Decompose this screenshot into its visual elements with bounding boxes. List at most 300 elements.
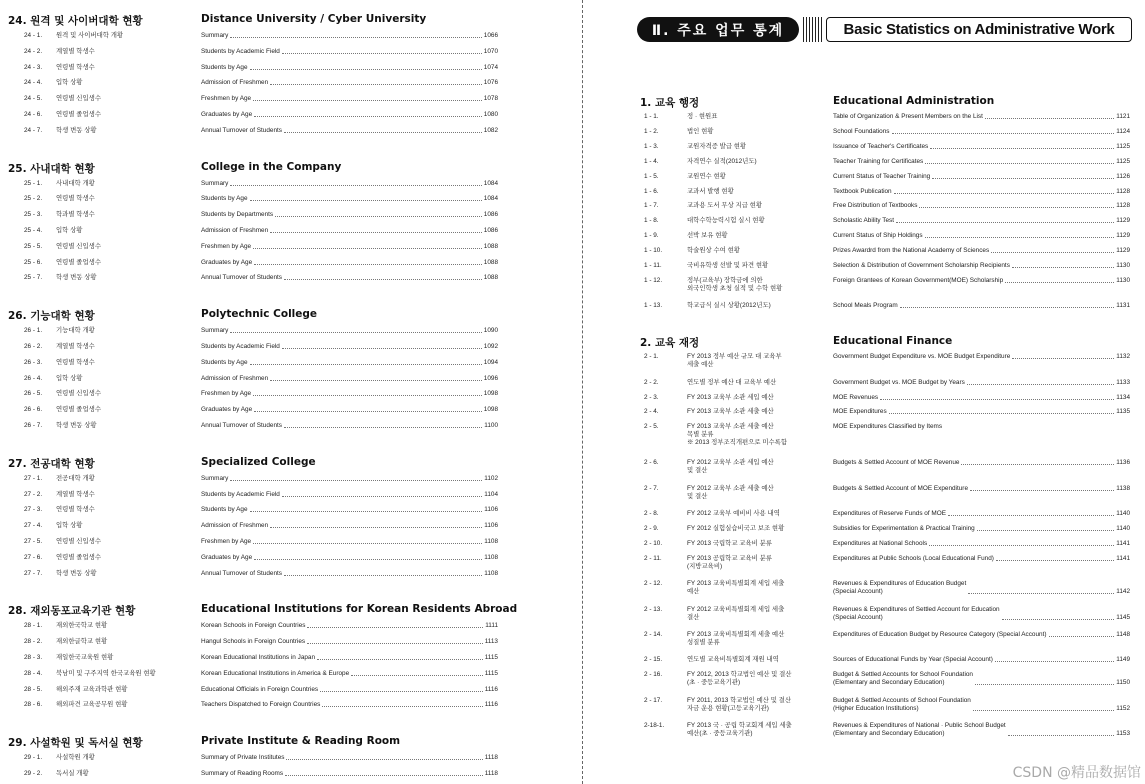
entry-title-english-line xyxy=(201,390,498,398)
entry-title-korean: 연령별 신입생수 xyxy=(56,538,101,545)
toc-entry[interactable] xyxy=(588,394,1145,404)
entry-number: 27 - 5. xyxy=(24,538,43,545)
leader-dots xyxy=(270,227,482,233)
entry-title-english-line xyxy=(833,158,1130,166)
entry-title-english: Foreign Grantees of Korean Government(MOE) Scholarship xyxy=(833,276,1004,284)
entry-page-number: 1088 xyxy=(483,274,498,282)
entry-number: 2 - 16. xyxy=(644,671,663,679)
toc-entry[interactable] xyxy=(0,274,580,284)
entry-number: 24 - 1. xyxy=(24,32,43,39)
toc-entry[interactable] xyxy=(588,540,1145,550)
entry-title-english-line xyxy=(833,353,1130,361)
entry-number: 24 - 2. xyxy=(24,47,43,55)
section-title-korean: 2. 교육 재정 xyxy=(640,337,700,350)
entry-page-number: 1108 xyxy=(484,538,498,545)
toc-entry[interactable] xyxy=(588,113,1145,123)
leader-dots xyxy=(967,379,1114,385)
entry-title-english-line xyxy=(201,64,498,72)
leader-dots xyxy=(1008,730,1115,736)
entry-title-english-line xyxy=(201,195,498,203)
toc-entry[interactable] xyxy=(588,379,1145,389)
toc-entry[interactable] xyxy=(588,188,1145,198)
entry-title-korean: FY 2012 교육부 소관 세입 예산 및 결산 xyxy=(687,459,774,475)
chapter-title-korean: Ⅱ. 주요 업무 통계 xyxy=(637,17,799,42)
entry-page-number: 1106 xyxy=(484,506,498,514)
entry-page-number: 1078 xyxy=(483,95,498,103)
entry-title-english: Budget & Settled Accounts for School Foundation (Elementary and Secondary Education) xyxy=(833,671,973,687)
entry-title-english: Educational Officials in Foreign Countries xyxy=(201,685,319,693)
entry-title-english: Students by Age xyxy=(201,358,248,366)
section-title-korean: 27. 전공대학 현황 xyxy=(8,457,95,470)
toc-entry[interactable] xyxy=(588,555,1145,573)
entry-title-english-line xyxy=(201,506,498,514)
entry-page-number: 1135 xyxy=(1116,408,1130,416)
toc-entry[interactable] xyxy=(0,227,580,237)
entry-title-english-line xyxy=(833,188,1130,196)
entry-title-english: Summary xyxy=(201,32,229,39)
entry-title-english-line xyxy=(833,606,1130,622)
leader-dots xyxy=(973,705,1114,711)
entry-number: 25 - 7. xyxy=(24,274,43,282)
entry-title-english: Admission of Freshmen xyxy=(201,79,269,87)
leader-dots xyxy=(930,143,1114,149)
entry-title-korean: 학생 변동 상황 xyxy=(56,569,97,577)
toc-entry[interactable] xyxy=(0,554,580,564)
leader-dots xyxy=(1002,614,1115,620)
entry-title-english: Revenues & Expenditures of Settled Account for Education (Special Account) xyxy=(833,605,1000,621)
entry-title-english: Freshmen by Age xyxy=(201,538,252,545)
entry-number: 2 - 8. xyxy=(644,510,659,517)
entry-page-number: 1082 xyxy=(483,126,498,134)
leader-dots xyxy=(925,158,1114,164)
section-heading xyxy=(8,308,548,323)
entry-title-korean: 재외한글학교 현황 xyxy=(56,638,108,646)
entry-title-korean: 원격 및 사이버대학 개황 xyxy=(56,32,124,39)
toc-entry[interactable] xyxy=(588,656,1145,666)
entry-page-number: 1125 xyxy=(1116,157,1130,165)
leader-dots xyxy=(1012,353,1114,359)
toc-entry[interactable] xyxy=(0,180,580,190)
entry-title-english-line xyxy=(833,656,1130,664)
entry-number: 2-18-1. xyxy=(644,722,665,729)
section-heading xyxy=(8,161,548,176)
leader-dots xyxy=(991,247,1114,253)
entry-number: 29 - 2. xyxy=(24,770,43,777)
leader-dots xyxy=(254,111,482,117)
entry-number: 28 - 6. xyxy=(24,701,43,709)
entry-number: 2 - 4. xyxy=(644,408,659,416)
entry-title-english-line xyxy=(833,113,1130,121)
entry-title-english-line xyxy=(201,754,498,762)
toc-entry[interactable] xyxy=(588,143,1145,153)
entry-title-korean: 학생 변동 상황 xyxy=(56,126,97,134)
entry-title-english-line xyxy=(833,202,1130,210)
toc-entry[interactable] xyxy=(0,211,580,221)
toc-entry[interactable] xyxy=(588,262,1145,272)
toc-entry[interactable] xyxy=(0,686,580,696)
entry-number: 1 - 11. xyxy=(644,262,662,269)
entry-title-korean: 기능대학 개황 xyxy=(56,327,95,335)
toc-entry[interactable] xyxy=(588,722,1145,740)
entry-page-number: 1140 xyxy=(1116,524,1130,532)
leader-dots xyxy=(253,390,482,396)
toc-entry[interactable] xyxy=(588,202,1145,212)
toc-entry[interactable] xyxy=(0,48,580,58)
entry-title-english-line xyxy=(201,701,498,709)
toc-entry[interactable] xyxy=(0,79,580,89)
entry-title-english: Hangul Schools in Foreign Countries xyxy=(201,638,306,646)
entry-title-english: Freshmen by Age xyxy=(201,95,252,103)
entry-title-korean: 계열별 학생수 xyxy=(56,47,95,55)
leader-dots xyxy=(286,754,482,760)
leader-dots xyxy=(892,128,1115,134)
entry-page-number: 1111 xyxy=(485,622,498,630)
entry-title-korean: 연령별 신입생수 xyxy=(56,390,101,398)
entry-title-english: Annual Turnover of Students xyxy=(201,422,282,429)
section-title-english: Educational Institutions for Korean Residents Abroad xyxy=(201,603,518,616)
entry-title-english: Budgets & Settled Account of MOE Revenue xyxy=(833,459,960,467)
leader-dots xyxy=(230,327,481,333)
leader-dots xyxy=(894,188,1115,194)
entry-title-english-line xyxy=(201,375,498,383)
entry-title-english-line xyxy=(201,32,498,40)
entry-number: 25 - 4. xyxy=(24,227,43,234)
entry-page-number: 1129 xyxy=(1116,232,1130,240)
toc-entry[interactable] xyxy=(0,406,580,416)
entry-page-number: 1152 xyxy=(1116,704,1130,712)
entry-title-english-line xyxy=(201,259,498,267)
entry-title-korean: 입학 상황 xyxy=(56,227,83,234)
toc-entry[interactable] xyxy=(588,580,1145,598)
toc-entry[interactable] xyxy=(588,631,1145,649)
entry-title-korean: 국비유학생 선발 및 파견 현황 xyxy=(687,262,769,269)
leader-dots xyxy=(919,202,1114,208)
entry-title-english: Prizes Awardrd from the National Academy of Sciences xyxy=(833,247,990,255)
toc-entry[interactable] xyxy=(0,754,580,764)
toc-entry[interactable] xyxy=(0,475,580,485)
toc-entry[interactable] xyxy=(0,422,580,432)
toc-entry[interactable] xyxy=(0,770,580,780)
entry-number: 28 - 1. xyxy=(24,622,43,630)
entry-title-english-line xyxy=(833,580,1130,596)
entry-title-english-line xyxy=(201,670,498,678)
entry-number: 25 - 3. xyxy=(24,211,43,219)
entry-page-number: 1131 xyxy=(1116,302,1130,310)
entry-title-english-line xyxy=(201,327,498,335)
entry-page-number: 1153 xyxy=(1116,730,1130,737)
toc-entry[interactable] xyxy=(588,128,1145,138)
entry-title-korean: 재외한국학교 현황 xyxy=(56,622,108,630)
entry-title-korean: 사설학원 개황 xyxy=(56,754,95,762)
toc-entry[interactable] xyxy=(0,638,580,648)
entry-title-korean: 독서실 개황 xyxy=(56,770,89,777)
entry-title-korean: 입학 상황 xyxy=(56,374,83,382)
entry-title-english-line xyxy=(201,554,498,562)
leader-dots xyxy=(250,506,483,512)
entry-title-english: Students by Academic Field xyxy=(201,47,280,55)
toc-entry[interactable] xyxy=(0,343,580,353)
entry-title-english: Budget & Settled Accounts of School Foundation (Higher Education Institutions) xyxy=(833,696,971,712)
entry-title-english: Annual Turnover of Students xyxy=(201,274,282,282)
toc-entry[interactable] xyxy=(0,327,580,337)
entry-title-english-line xyxy=(833,232,1130,240)
section-title-english: Private Institute & Reading Room xyxy=(201,735,401,748)
toc-entry[interactable] xyxy=(588,606,1145,624)
section-heading xyxy=(640,335,1145,350)
entry-title-korean: 교과서 발행 현황 xyxy=(687,187,734,195)
entry-page-number: 1070 xyxy=(483,47,498,55)
toc-entry[interactable] xyxy=(0,522,580,532)
entry-title-korean: FY 2012 교육비특별회계 세입 세출 결산 xyxy=(687,605,785,621)
entry-page-number: 1086 xyxy=(483,227,498,234)
entry-page-number: 1115 xyxy=(484,654,498,661)
entry-title-english-line xyxy=(833,262,1130,270)
leader-dots xyxy=(285,770,483,776)
entry-page-number: 1125 xyxy=(1116,142,1130,150)
leader-dots xyxy=(284,570,482,576)
entry-page-number: 1088 xyxy=(483,258,498,266)
entry-number: 24 - 3. xyxy=(24,63,43,71)
entry-title-korean: FY 2012, 2013 학교법인 예산 및 결산 (초 · 중등교육기관) xyxy=(687,671,792,687)
toc-entry[interactable] xyxy=(0,375,580,385)
entry-page-number: 1150 xyxy=(1116,679,1130,687)
entry-number: 27 - 4. xyxy=(24,522,43,530)
entry-number: 2 - 14. xyxy=(644,630,663,638)
leader-dots xyxy=(282,491,482,497)
entry-title-korean: 연령별 학생수 xyxy=(56,358,95,366)
entry-title-korean: FY 2013 교육부 소관 세출 예산 목별 분류 ※ 2013 정부조직개편으로 미수록함 xyxy=(687,423,788,447)
leader-dots xyxy=(968,588,1114,594)
entry-title-english-line xyxy=(833,217,1130,225)
toc-entry[interactable] xyxy=(0,195,580,205)
entry-number: 1 - 8. xyxy=(644,217,659,225)
toc-entry[interactable] xyxy=(0,111,580,121)
toc-entry[interactable] xyxy=(588,671,1145,689)
entry-number: 29 - 1. xyxy=(24,754,43,762)
entry-title-english: Graduates by Age xyxy=(201,406,253,414)
entry-title-english: Graduates by Age xyxy=(201,553,253,561)
entry-title-english: Admission of Freshmen xyxy=(201,522,269,530)
toc-entry[interactable] xyxy=(588,173,1145,183)
entry-title-english: Teachers Dispatched to Foreign Countries xyxy=(201,701,321,709)
leader-dots xyxy=(250,64,482,70)
entry-number: 2 - 10. xyxy=(644,539,663,547)
entry-title-english-line xyxy=(201,638,498,646)
entry-number: 24 - 7. xyxy=(24,126,43,134)
toc-entry[interactable] xyxy=(588,485,1145,503)
leader-dots xyxy=(254,406,482,412)
section-title-english: College in the Company xyxy=(201,160,342,173)
toc-entry[interactable] xyxy=(0,491,580,501)
toc-entry[interactable] xyxy=(588,697,1145,715)
entry-page-number: 1128 xyxy=(1116,202,1130,210)
section-heading xyxy=(8,13,548,28)
entry-number: 27 - 6. xyxy=(24,553,43,561)
entry-title-korean: FY 2012 교육부 예비비 사용 내역 xyxy=(687,510,780,517)
entry-title-english: Summary xyxy=(201,327,229,335)
entry-title-english: Admission of Freshmen xyxy=(201,374,269,382)
entry-number: 2 - 13. xyxy=(644,605,663,613)
leader-dots xyxy=(932,173,1114,179)
toc-entry[interactable] xyxy=(0,390,580,400)
entry-number: 28 - 3. xyxy=(24,654,43,661)
toc-entry[interactable] xyxy=(588,510,1145,520)
entry-title-korean: FY 2013 교육비특별회계 세출 예산 성질별 분류 xyxy=(687,630,785,646)
leader-dots xyxy=(254,554,482,560)
toc-entry[interactable] xyxy=(588,302,1145,312)
entry-title-korean: 입학 상황 xyxy=(56,79,83,87)
entry-title-english-line xyxy=(833,459,1130,467)
entry-title-english-line xyxy=(833,128,1130,136)
entry-number: 1 - 2. xyxy=(644,127,659,135)
entry-title-english-line xyxy=(201,491,498,499)
entry-title-korean: 학술원상 수여 현황 xyxy=(687,247,740,255)
entry-page-number: 1084 xyxy=(483,179,498,187)
leader-dots xyxy=(970,485,1114,491)
entry-title-english: Scholastic Ability Test xyxy=(833,217,894,225)
toc-entry[interactable] xyxy=(0,243,580,253)
entry-title-english: School Meals Program xyxy=(833,302,898,310)
entry-page-number: 1141 xyxy=(1116,539,1130,547)
leader-dots xyxy=(307,622,483,628)
entry-page-number: 1128 xyxy=(1116,187,1130,195)
entry-title-english: Korean Schools in Foreign Countries xyxy=(201,622,306,630)
entry-title-english-line xyxy=(201,654,498,662)
toc-entry[interactable] xyxy=(0,95,580,105)
entry-title-korean: 연령별 신입생수 xyxy=(56,95,101,103)
toc-entry[interactable] xyxy=(0,654,580,664)
entry-title-korean: 연령별 졸업생수 xyxy=(56,258,101,266)
entry-title-english-line xyxy=(833,143,1130,151)
toc-entry[interactable] xyxy=(588,158,1145,168)
leader-dots xyxy=(996,555,1114,561)
section-title-korean: 24. 원격 및 사이버대학 현황 xyxy=(8,15,143,27)
entry-title-english-line xyxy=(833,671,1130,687)
leader-dots xyxy=(230,32,481,38)
entry-title-english-line xyxy=(833,408,1130,416)
page-divider xyxy=(582,0,583,784)
toc-entry[interactable] xyxy=(0,701,580,711)
toc-entry[interactable] xyxy=(0,359,580,369)
entry-title-english: MOE Revenues xyxy=(833,393,879,401)
entry-number: 1 - 6. xyxy=(644,187,659,195)
entry-title-english-line xyxy=(833,379,1130,387)
entry-title-english-line xyxy=(833,555,1130,563)
toc-entry[interactable] xyxy=(588,232,1145,242)
entry-title-english: Expenditures of Education Budget by Resource Category (Special Account) xyxy=(833,630,1047,638)
entry-title-english: Admission of Freshmen xyxy=(201,227,269,234)
leader-dots xyxy=(282,48,482,54)
entry-title-korean: 연령별 졸업생수 xyxy=(56,406,101,414)
toc-entry[interactable] xyxy=(0,538,580,548)
toc-entry[interactable] xyxy=(588,408,1145,418)
entry-title-korean: 연령별 학생수 xyxy=(56,506,95,514)
entry-page-number: 1088 xyxy=(483,242,498,250)
toc-entry[interactable] xyxy=(0,64,580,74)
leader-dots xyxy=(270,522,482,528)
entry-number: 27 - 3. xyxy=(24,506,43,514)
entry-title-english-line xyxy=(201,406,498,414)
section-title-english: Educational Finance xyxy=(833,335,953,348)
entry-title-english-line xyxy=(201,570,498,578)
toc-entry[interactable] xyxy=(588,217,1145,227)
entry-title-english-line xyxy=(201,180,498,188)
entry-page-number: 1130 xyxy=(1116,276,1130,284)
leader-dots xyxy=(284,127,482,133)
entry-page-number: 1148 xyxy=(1116,630,1130,638)
entry-title-english-line xyxy=(201,522,498,530)
entry-page-number: 1140 xyxy=(1116,510,1130,517)
entry-title-english: Summary xyxy=(201,474,229,482)
entry-title-english-line xyxy=(201,127,498,135)
entry-title-english-line xyxy=(201,243,498,251)
entry-page-number: 1066 xyxy=(483,32,498,39)
leader-dots xyxy=(880,394,1114,400)
entry-title-korean: FY 2011, 2013 학교법인 예산 및 결산 자금 운용 현황(고등교육기관) xyxy=(687,696,791,712)
entry-title-english-line xyxy=(201,79,498,87)
entry-title-korean: 정부(교육부) 장학금에 의한 외국인학생 초청 실적 및 수학 현황 xyxy=(687,276,783,292)
entry-title-english-line xyxy=(833,697,1130,713)
leader-dots xyxy=(925,232,1115,238)
watermark: CSDN @精品数据馆 xyxy=(1012,765,1141,781)
section-title-english: Educational Administration xyxy=(833,95,995,107)
toc-entry[interactable] xyxy=(0,622,580,632)
entry-title-korean: FY 2013 정부 예산 규모 대 교육부 세출 예산 xyxy=(687,353,782,369)
entry-number: 2 - 12. xyxy=(644,580,663,588)
entry-title-korean: 연령별 졸업생수 xyxy=(56,111,101,118)
entry-number: 2 - 2. xyxy=(644,378,659,386)
toc-entry[interactable] xyxy=(0,506,580,516)
entry-title-english-line xyxy=(833,510,1130,518)
toc-entry[interactable] xyxy=(588,277,1145,295)
entry-title-english: Summary of Reading Rooms xyxy=(201,770,284,777)
entry-page-number: 1129 xyxy=(1116,247,1130,255)
entry-number: 26 - 4. xyxy=(24,374,43,382)
toc-entry[interactable] xyxy=(588,353,1145,371)
toc-entry[interactable] xyxy=(0,32,580,42)
entry-page-number: 1090 xyxy=(483,327,498,335)
entry-page-number: 1098 xyxy=(483,406,498,414)
entry-number: 24 - 5. xyxy=(24,95,43,103)
toc-entry[interactable] xyxy=(588,247,1145,257)
entry-number: 1 - 4. xyxy=(644,157,659,165)
leader-dots xyxy=(253,538,482,544)
entry-number: 1 - 7. xyxy=(644,202,659,210)
leader-dots xyxy=(317,654,483,660)
toc-entry[interactable] xyxy=(0,127,580,137)
toc-entry[interactable] xyxy=(0,259,580,269)
toc-entry[interactable] xyxy=(588,423,1145,449)
entry-title-english: Korean Educational Institutions in Japan xyxy=(201,654,316,661)
leader-dots xyxy=(351,670,483,676)
entry-title-korean: 정 · 현원표 xyxy=(687,113,718,120)
leader-dots xyxy=(896,217,1114,223)
entry-page-number: 1080 xyxy=(483,111,498,118)
toc-entry[interactable] xyxy=(0,570,580,580)
entry-title-english-line xyxy=(201,111,498,119)
leader-dots xyxy=(270,375,482,381)
entry-number: 2 - 9. xyxy=(644,524,659,532)
toc-entry[interactable] xyxy=(0,670,580,680)
entry-title-korean: FY 2013 교육비특별회계 세입 세출 예산 xyxy=(687,580,785,596)
entry-page-number: 1086 xyxy=(483,211,498,219)
section-heading xyxy=(8,456,548,471)
entry-title-english: Selection & Distribution of Government Scholarship Recipients xyxy=(833,262,1010,269)
leader-dots xyxy=(284,274,482,280)
toc-entry[interactable] xyxy=(588,525,1145,535)
toc-entry[interactable] xyxy=(588,459,1145,477)
entry-title-english-line xyxy=(201,227,498,235)
